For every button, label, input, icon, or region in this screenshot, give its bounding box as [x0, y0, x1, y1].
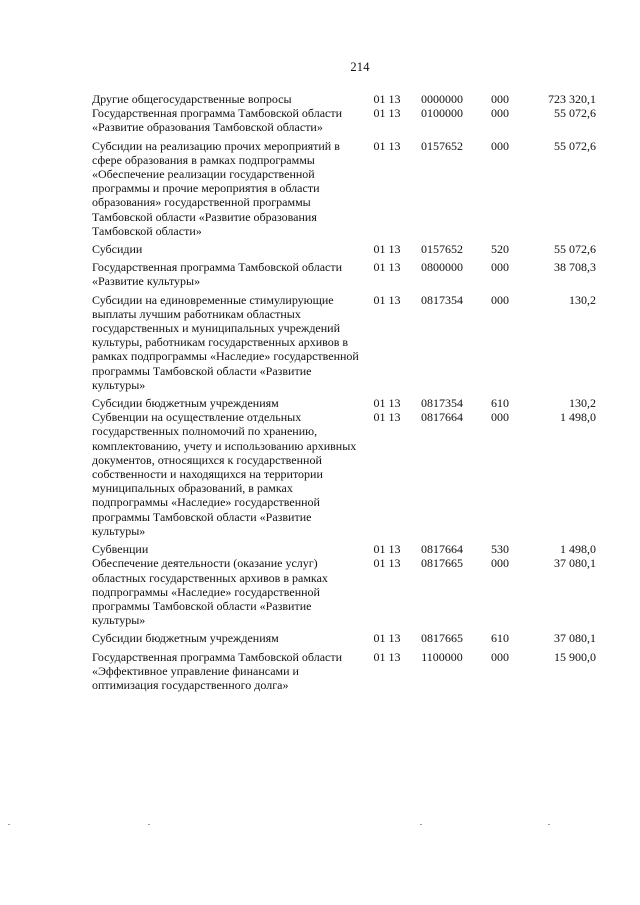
- row-name: Государственная программа Тамбовской области «Эффективное управление финансами и оптимизация государственного долга»: [92, 649, 343, 692]
- scan-dot: [148, 824, 150, 825]
- row-section: 01 13: [373, 649, 401, 664]
- row-section: 01 13: [373, 542, 401, 557]
- row-name: Субсидии на единовременные стимулирующие выплаты лучшим работникам областных государственных и муниципальных учреждений культуры, работникам государственных архивов в рамках подпрограммы «Наследие» государственной программы Тамбовской области «Развитие культуры»: [92, 292, 359, 392]
- row-expense-type: 610: [491, 396, 509, 411]
- table-row: [92, 256, 596, 288]
- row-target-code: 0817354: [421, 292, 463, 307]
- row-expense-type: 000: [491, 260, 509, 275]
- table-row: [92, 238, 596, 256]
- row-expense-type: 000: [491, 138, 509, 153]
- row-name: Обеспечение деятельности (оказание услуг) областных государственных архивов в рамках подпрограммы «Наследие» государственной программы Тамбовской области «Развитие культуры»: [92, 556, 328, 628]
- table-row: [92, 410, 596, 538]
- row-expense-type: 000: [491, 292, 509, 307]
- row-expense-type: 000: [491, 410, 509, 425]
- table-row: [92, 556, 596, 627]
- row-name: Государственная программа Тамбовской области «Развитие образования Тамбовской области»: [92, 106, 343, 135]
- row-expense-type: 000: [491, 106, 509, 121]
- row-amount: 1 498,0: [560, 410, 596, 425]
- row-amount: 15 900,0: [554, 649, 596, 664]
- row-target-code: 0817664: [421, 410, 463, 425]
- row-section: 01 13: [373, 292, 401, 307]
- table-row: [92, 289, 596, 392]
- row-amount: 723 320,1: [548, 92, 596, 106]
- row-target-code: 0817665: [421, 631, 463, 646]
- row-target-code: 0000000: [421, 92, 463, 106]
- row-section: 01 13: [373, 106, 401, 121]
- table-row: [92, 538, 596, 556]
- row-name: Субсидии бюджетным учреждениям: [92, 631, 279, 646]
- row-expense-type: 530: [491, 542, 509, 557]
- scan-dot: [8, 824, 10, 825]
- row-expense-type: 000: [491, 649, 509, 664]
- budget-table: [92, 92, 596, 692]
- row-section: 01 13: [373, 396, 401, 411]
- row-amount: 130,2: [569, 396, 596, 411]
- row-expense-type: 000: [491, 92, 509, 106]
- row-amount: 38 708,3: [554, 260, 596, 275]
- row-name: Субсидии бюджетным учреждениям: [92, 396, 279, 411]
- row-amount: 1 498,0: [560, 542, 596, 557]
- row-expense-type: 610: [491, 631, 509, 646]
- row-expense-type: 520: [491, 242, 509, 257]
- row-section: 01 13: [373, 556, 401, 571]
- scan-artifacts: [0, 824, 640, 828]
- row-target-code: 0157652: [421, 242, 463, 257]
- row-amount: 55 072,6: [554, 242, 596, 257]
- page-number: 214: [350, 60, 370, 74]
- row-amount: 37 080,1: [554, 556, 596, 571]
- row-amount: 55 072,6: [554, 106, 596, 121]
- scan-dot: [548, 824, 550, 825]
- row-target-code: 0817664: [421, 542, 463, 557]
- row-target-code: 1100000: [421, 649, 463, 664]
- table-row: [92, 135, 596, 238]
- row-amount: 55 072,6: [554, 138, 596, 153]
- row-target-code: 0100000: [421, 106, 463, 121]
- row-section: 01 13: [373, 242, 401, 257]
- row-amount: 130,2: [569, 292, 596, 307]
- row-section: 01 13: [373, 410, 401, 425]
- row-target-code: 0157652: [421, 138, 463, 153]
- row-amount: 37 080,1: [554, 631, 596, 646]
- row-section: 01 13: [373, 92, 401, 106]
- table-row: [92, 646, 596, 693]
- row-name: Субсидии на реализацию прочих мероприятий в сфере образования в рамках подпрограммы «Обеспечение реализации государственной программы и прочие мероприятия в области образования» государственной программы Тамбовской области «Развитие образования Тамбовской области»: [92, 138, 340, 238]
- table-row: [92, 106, 596, 134]
- table-row: [92, 627, 596, 645]
- row-name: Субсидии: [92, 242, 143, 257]
- table-row: [92, 392, 596, 410]
- row-name: Субвенции на осуществление отдельных государственных полномочий по хранению, комплектованию, учету и использованию архивных документов, относящихся к государственной собственности и находящихся на территории муниципальных образований, в рамках подпрограммы «Наследие» государственной программы Тамбовской области «Развитие культуры»: [92, 410, 357, 538]
- row-name: Государственная программа Тамбовской области «Развитие культуры»: [92, 260, 343, 289]
- row-section: 01 13: [373, 631, 401, 646]
- row-expense-type: 000: [491, 556, 509, 571]
- scan-dot: [420, 824, 422, 825]
- row-name: Другие общегосударственные вопросы: [92, 92, 292, 106]
- row-target-code: 0817354: [421, 396, 463, 411]
- row-target-code: 0817665: [421, 556, 463, 571]
- row-section: 01 13: [373, 260, 401, 275]
- row-target-code: 0800000: [421, 260, 463, 275]
- table-row: [92, 92, 596, 106]
- row-section: 01 13: [373, 138, 401, 153]
- row-name: Субвенции: [92, 542, 149, 557]
